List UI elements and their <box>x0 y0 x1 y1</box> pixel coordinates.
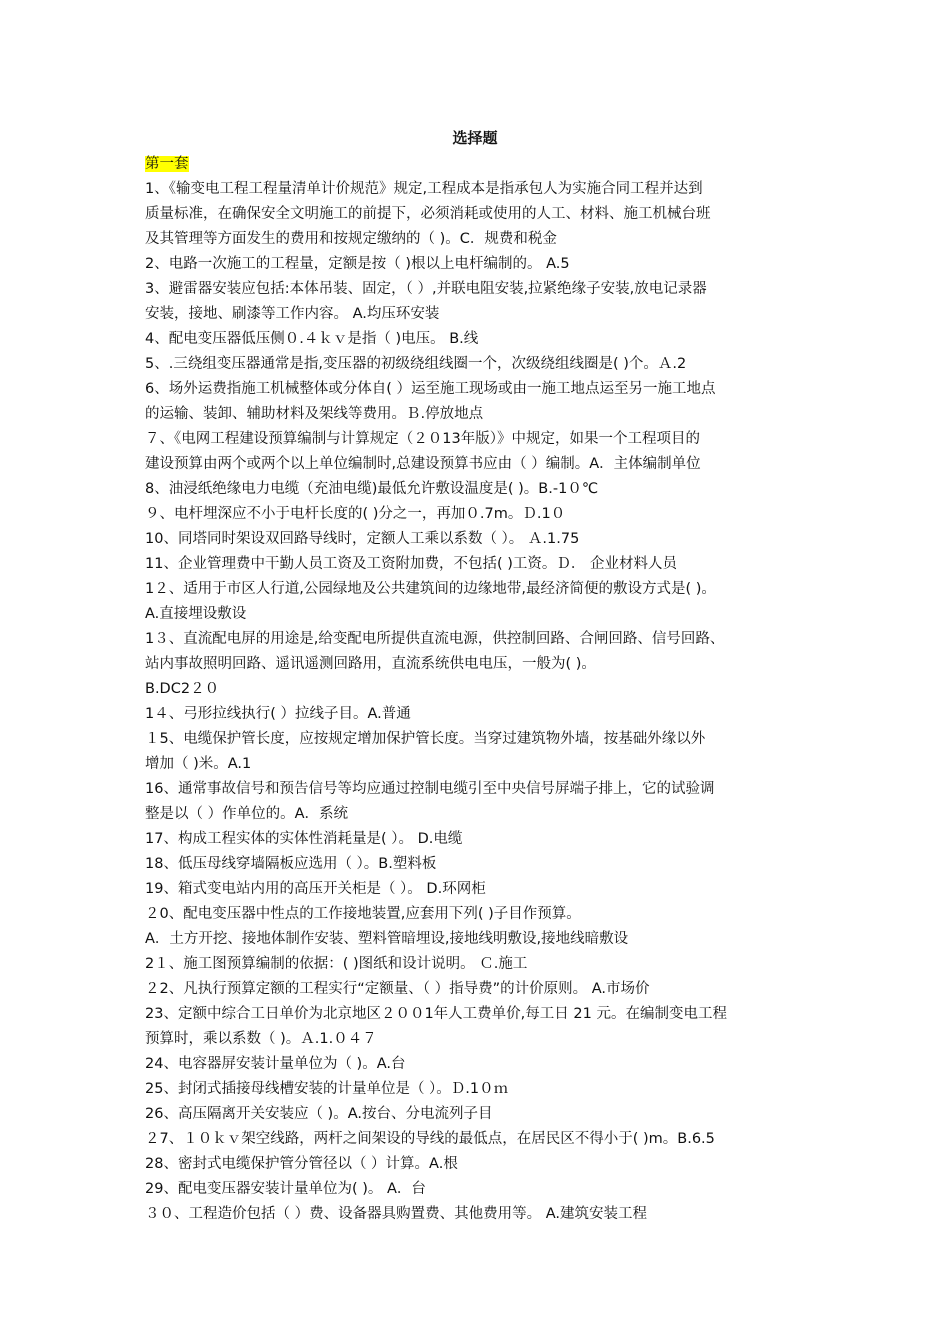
set-label-line <box>145 152 825 177</box>
question-line: 26、高压隔离开关安装应（ )。A.按台、分电流列子目 <box>145 1106 493 1122</box>
question-line: 11、企业管理费中干勤人员工资及工资附加费，不包括( )工资。Ｄ． 企业材料人员 <box>145 556 677 572</box>
question-line: 24、电容器屏安装计量单位为（ )。A.台 <box>145 1056 406 1072</box>
question-line: 17、构成工程实体的实体性消耗量是( ）。 D.电缆 <box>145 831 463 847</box>
question-line: 1４、弓形拉线执行( ）拉线子目。A.普通 <box>145 706 411 722</box>
question-line: 建设预算由两个或两个以上单位编制时,总建设预算书应由（ ）编制。A．主体编制单位 <box>145 456 701 472</box>
question-line: 10、同塔同时架设双回路导线时，定额人工乘以系数（ ）。 Ａ.1.75 <box>145 531 580 547</box>
question-line: 25、封闭式插接母线槽安装的计量单位是（ ）。Ｄ.1０ｍ <box>145 1081 509 1097</box>
question-line: B.DC2２０ <box>145 681 220 697</box>
question-line: 28、密封式电缆保护管分管径以（ ）计算。A.根 <box>145 1156 458 1172</box>
question-line: 2、电路一次施工的工程量，定额是按（ )根以上电杆编制的。 A.5 <box>145 256 570 272</box>
question-line: 4、配电变压器低压侧０.４ｋｖ是指（ )电压。 B.线 <box>145 331 479 347</box>
question-line: 29、配电变压器安装计量单位为( )。 A．台 <box>145 1181 426 1197</box>
question-line: 6、场外运费指施工机械整体或分体自( ）运至施工现场或由一施工地点运至另一施工地点 <box>145 381 716 397</box>
question-line: ７、《电网工程建设预算编制与计算规定（２０13年版）》中规定，如果一个工程项目的 <box>145 431 700 447</box>
question-line: ９、电杆埋深应不小于电杆长度的( )分之一，再加０.7m。Ｄ.1０ <box>145 506 566 522</box>
question-line: 3、避雷器安装应包括:本体吊装、固定，（ ）,并联电阻安装,拉紧绝缘子安装,放电记录器 <box>145 281 707 297</box>
question-line: 8、油浸纸绝缘电力电缆（充油电缆)最低允许敷设温度是( )。B.-1０℃ <box>145 481 599 497</box>
question-line: 19、箱式变电站内用的高压开关柜是（ ）。 D.环网柜 <box>145 881 486 897</box>
question-line: ２7、１０ｋｖ架空线路，两杆之间架设的导线的最低点，在居民区不得小于( )m。B.6.5 <box>145 1131 715 1147</box>
question-line: 增加（ )米。A.1 <box>145 756 252 772</box>
question-line: 1２、适用于市区人行道,公园绿地及公共建筑间的边缘地带,最经济简便的敷设方式是( )。 <box>145 581 716 597</box>
question-line: 2１、施工图预算编制的依据：( )图纸和设计说明。 Ｃ.施工 <box>145 956 528 972</box>
question-line: 5、.三绕组变压器通常是指,变压器的初级绕组线圈一个，次级绕组线圈是( )个。Ａ.2 <box>145 356 687 372</box>
question-line: A．土方开挖、接地体制作安装、塑料管暗埋设,接地线明敷设,接地线暗敷设 <box>145 931 629 947</box>
question-line: 安装，接地、刷漆等工作内容。 A.均压环安装 <box>145 306 440 322</box>
question-line: 23、定额中综合工日单价为北京地区２００1年人工费单价,每工日 21 元。在编制变电工程 <box>145 1006 727 1022</box>
question-line: A.直接埋设敷设 <box>145 606 247 622</box>
question-line: ２0、配电变压器中性点的工作接地装置,应套用下列( )子目作预算。 <box>145 906 581 922</box>
question-line: 18、低压母线穿墙隔板应选用（ ）。B.塑料板 <box>145 856 437 872</box>
question-line: ２2、凡执行预算定额的工程实行“定额量、（ ）指导费”的计价原则。 A.市场价 <box>145 981 650 997</box>
question-line: 的运输、装卸、辅助材料及架线等费用。Ｂ.停放地点 <box>145 406 484 422</box>
question-line: 1、《输变电工程工程量清单计价规范》规定,工程成本是指承包人为实施合同工程并达到 <box>145 181 703 197</box>
question-list <box>145 152 825 1227</box>
set-label: 第一套 <box>145 156 189 172</box>
question-line: ３０、工程造价包括（ ）费、设备器具购置费、其他费用等。 A.建筑安装工程 <box>145 1206 647 1222</box>
question-line: 整是以（ ）作单位的。A．系统 <box>145 806 349 822</box>
question-line: 质量标准，在确保安全文明施工的前提下，必须消耗或使用的人工、材料、施工机械台班 <box>145 206 711 222</box>
question-line: 预算时，乘以系数（ )。Ａ.1.０４７ <box>145 1031 377 1047</box>
question-line: 1３、直流配电屏的用途是,给变配电所提供直流电源，供控制回路、合闸回路、信号回路、 <box>145 631 725 647</box>
question-line: 及其管理等方面发生的费用和按规定缴纳的（ )。C．规费和税金 <box>145 231 557 247</box>
page-title: 选择题 <box>452 129 498 147</box>
question-line: 16、通常事故信号和预告信号等均应通过控制电缆引至中央信号屏端子排上，它的试验调 <box>145 781 715 797</box>
question-line: １5、电缆保护管长度，应按规定增加保护管长度。当穿过建筑物外墙，按基础外缘以外 <box>145 731 706 747</box>
question-line: 站内事故照明回路、遥讯遥测回路用，直流系统供电电压，一般为( )。 <box>145 656 596 672</box>
